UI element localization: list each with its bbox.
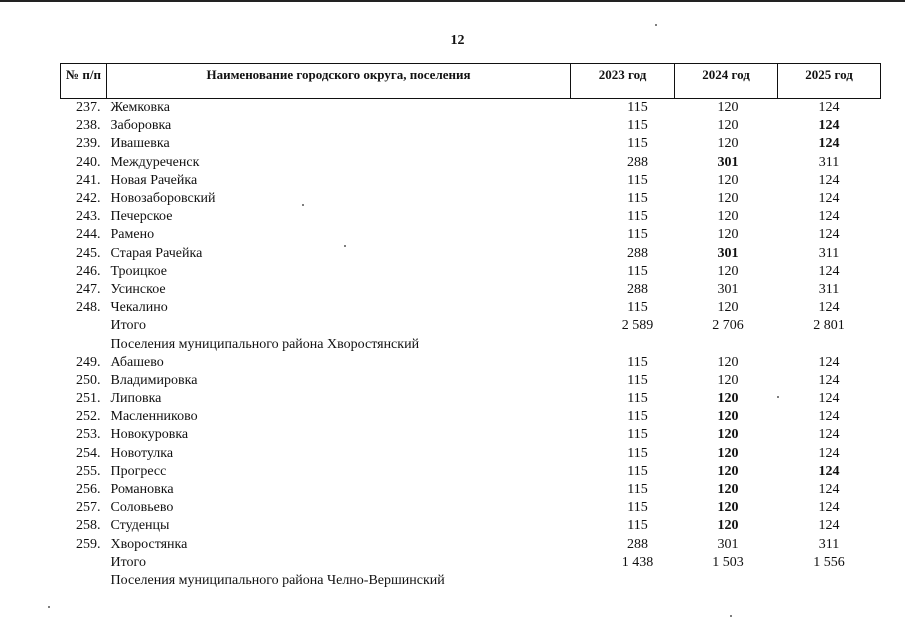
table-row <box>61 245 881 263</box>
table-row <box>61 554 881 572</box>
value-2023: 2 589 <box>621 318 654 334</box>
value-2024: 120 <box>717 191 739 207</box>
header-2025: 2025 год <box>778 64 881 99</box>
value-2025: 124 <box>818 354 840 370</box>
value-2023: 115 <box>627 500 648 516</box>
settlements-table <box>60 63 881 590</box>
table-row <box>61 317 881 335</box>
table-row <box>61 426 881 444</box>
row-number: 244. <box>76 227 101 243</box>
value-2024: 120 <box>717 354 739 370</box>
header-2023: 2023 год <box>571 64 675 99</box>
table-row <box>61 372 881 390</box>
table-row <box>61 499 881 517</box>
row-number: 247. <box>76 281 101 297</box>
value-2025: 311 <box>818 281 840 297</box>
value-2025: 124 <box>818 300 840 316</box>
value-2023: 115 <box>627 463 648 479</box>
value-2025: 124 <box>818 172 840 188</box>
value-2025 <box>778 335 881 353</box>
value-2024: 120 <box>717 263 739 279</box>
settlement-name: Печерское <box>110 209 173 225</box>
header-number: № п/п <box>61 64 107 99</box>
row-number <box>61 335 107 353</box>
table-row <box>61 135 881 153</box>
settlement-name: Чекалино <box>110 300 168 316</box>
page-number: 12 <box>450 33 465 48</box>
value-2023: 115 <box>627 172 648 188</box>
value-2023: 115 <box>627 409 648 425</box>
value-2025: 124 <box>818 191 840 207</box>
row-number: 254. <box>76 445 101 461</box>
value-2024: 120 <box>717 100 739 116</box>
table-row <box>61 263 881 281</box>
settlement-name: Прогресс <box>110 463 167 479</box>
table-row <box>61 117 881 135</box>
value-2023: 288 <box>627 281 648 297</box>
settlement-name: Старая Рачейка <box>110 245 203 261</box>
value-2025: 124 <box>818 500 840 516</box>
value-2024: 120 <box>717 463 739 479</box>
value-2024 <box>675 572 778 590</box>
row-number: 243. <box>76 209 101 225</box>
value-2025 <box>778 572 881 590</box>
value-2024: 120 <box>717 409 739 425</box>
row-number: 255. <box>76 463 101 479</box>
page-top-edge <box>0 0 905 2</box>
table-row <box>61 154 881 172</box>
value-2023: 115 <box>627 136 648 152</box>
value-2023: 115 <box>627 445 648 461</box>
settlement-name: Романовка <box>110 482 174 498</box>
value-2024: 1 503 <box>712 554 744 570</box>
value-2025: 311 <box>818 245 840 261</box>
table-row <box>61 445 881 463</box>
settlement-name: Абашево <box>110 354 164 370</box>
value-2024: 120 <box>717 172 739 188</box>
value-2024 <box>675 335 778 353</box>
value-2025: 311 <box>818 536 840 552</box>
settlement-name: Жемковка <box>110 100 170 116</box>
header-2024: 2024 год <box>675 64 778 99</box>
value-2023: 115 <box>627 227 648 243</box>
row-number: 242. <box>76 191 101 207</box>
row-number: 238. <box>76 118 101 134</box>
header-name: Наименование городского округа, поселения <box>107 64 571 99</box>
settlement-name: Студенцы <box>110 518 170 534</box>
table-row <box>61 481 881 499</box>
value-2025: 124 <box>818 263 840 279</box>
table-row <box>61 536 881 554</box>
settlement-name: Междуреченск <box>110 154 200 170</box>
value-2023: 115 <box>627 391 648 407</box>
row-number <box>61 554 107 572</box>
settlement-name: Усинское <box>110 281 166 297</box>
settlement-name: Новотулка <box>110 445 174 461</box>
settlement-name: Заборовка <box>110 118 172 134</box>
row-number: 241. <box>76 172 101 188</box>
table-row <box>61 463 881 481</box>
table-row <box>61 281 881 299</box>
table-row <box>61 172 881 190</box>
row-number: 248. <box>76 300 101 316</box>
value-2023: 115 <box>627 209 648 225</box>
table-row <box>61 517 881 535</box>
value-2024: 301 <box>717 245 739 261</box>
value-2024: 120 <box>717 482 739 498</box>
value-2023: 288 <box>627 154 648 170</box>
table-row <box>61 572 881 590</box>
value-2024: 120 <box>717 372 739 388</box>
value-2024: 120 <box>717 445 739 461</box>
settlement-name: Соловьево <box>110 500 174 516</box>
settlement-name: Троицкое <box>110 263 167 279</box>
scan-speck <box>655 24 657 26</box>
value-2024: 120 <box>717 391 739 407</box>
value-2024: 120 <box>717 118 739 134</box>
row-number: 258. <box>76 518 101 534</box>
table-row <box>61 390 881 408</box>
table-row <box>61 190 881 208</box>
row-number: 249. <box>76 354 101 370</box>
value-2023: 115 <box>627 482 648 498</box>
row-number: 257. <box>76 500 101 516</box>
value-2024: 301 <box>717 154 739 170</box>
value-2025: 124 <box>818 209 840 225</box>
row-number <box>61 317 107 335</box>
table-row <box>61 299 881 317</box>
value-2024: 2 706 <box>712 318 744 334</box>
value-2023: 288 <box>627 536 648 552</box>
scan-speck <box>730 615 732 617</box>
value-2024: 120 <box>717 209 739 225</box>
row-number: 245. <box>76 245 101 261</box>
table-row <box>61 226 881 244</box>
table-row <box>61 99 881 118</box>
settlement-name: Новозаборовский <box>110 191 216 207</box>
settlement-name: Итого <box>110 318 146 334</box>
value-2025: 124 <box>818 445 840 461</box>
value-2023: 115 <box>627 372 648 388</box>
settlement-name: Новая Рачейка <box>110 172 198 188</box>
row-number: 246. <box>76 263 101 279</box>
table-row <box>61 408 881 426</box>
table-body <box>61 99 881 591</box>
row-number: 239. <box>76 136 101 152</box>
value-2025: 124 <box>818 118 840 134</box>
row-number: 259. <box>76 536 101 552</box>
value-2024: 120 <box>717 136 739 152</box>
value-2025: 124 <box>818 427 840 443</box>
row-number <box>61 572 107 590</box>
settlement-name: Ивашевка <box>110 136 170 152</box>
row-number: 240. <box>76 154 101 170</box>
row-number: 252. <box>76 409 101 425</box>
value-2025: 124 <box>818 463 840 479</box>
value-2025: 124 <box>818 227 840 243</box>
settlement-name: Владимировка <box>110 372 198 388</box>
value-2024: 120 <box>717 427 739 443</box>
value-2025: 124 <box>818 372 840 388</box>
value-2023: 115 <box>627 100 648 116</box>
value-2023 <box>571 572 675 590</box>
value-2023: 288 <box>627 245 648 261</box>
settlement-name: Масленниково <box>110 409 198 425</box>
value-2023: 115 <box>627 354 648 370</box>
value-2023: 115 <box>627 118 648 134</box>
value-2023: 115 <box>627 300 648 316</box>
value-2024: 120 <box>717 518 739 534</box>
row-number: 237. <box>76 100 101 116</box>
value-2024: 301 <box>717 536 739 552</box>
value-2023: 115 <box>627 427 648 443</box>
table-row <box>61 354 881 372</box>
value-2023: 115 <box>627 191 648 207</box>
value-2025: 311 <box>818 154 840 170</box>
row-number: 251. <box>76 391 101 407</box>
settlement-name: Рамено <box>110 227 155 243</box>
settlement-name: Итого <box>110 554 146 570</box>
value-2023: 1 438 <box>621 554 654 570</box>
value-2023: 115 <box>627 263 648 279</box>
table-row <box>61 208 881 226</box>
scan-speck <box>48 606 50 608</box>
settlement-name: Поселения муниципального района Челно-Вершинский <box>110 572 445 588</box>
settlement-name: Поселения муниципального района Хворостянский <box>110 336 420 352</box>
value-2025: 124 <box>818 100 840 116</box>
value-2024: 120 <box>717 227 739 243</box>
value-2025: 1 556 <box>813 554 845 570</box>
row-number: 256. <box>76 482 101 498</box>
table-row <box>61 335 881 353</box>
value-2024: 301 <box>717 281 739 297</box>
settlement-name: Хворостянка <box>110 536 188 552</box>
value-2024: 120 <box>717 500 739 516</box>
value-2024: 120 <box>717 300 739 316</box>
value-2025: 124 <box>818 518 840 534</box>
value-2025: 124 <box>818 391 840 407</box>
value-2023: 115 <box>627 518 648 534</box>
settlement-name: Новокуровка <box>110 427 189 443</box>
value-2025: 124 <box>818 482 840 498</box>
table-header <box>61 64 881 99</box>
row-number: 253. <box>76 427 101 443</box>
settlement-name: Липовка <box>110 391 162 407</box>
value-2025: 2 801 <box>813 318 845 334</box>
value-2025: 124 <box>818 409 840 425</box>
value-2025: 124 <box>818 136 840 152</box>
row-number: 250. <box>76 372 101 388</box>
value-2023 <box>571 335 675 353</box>
